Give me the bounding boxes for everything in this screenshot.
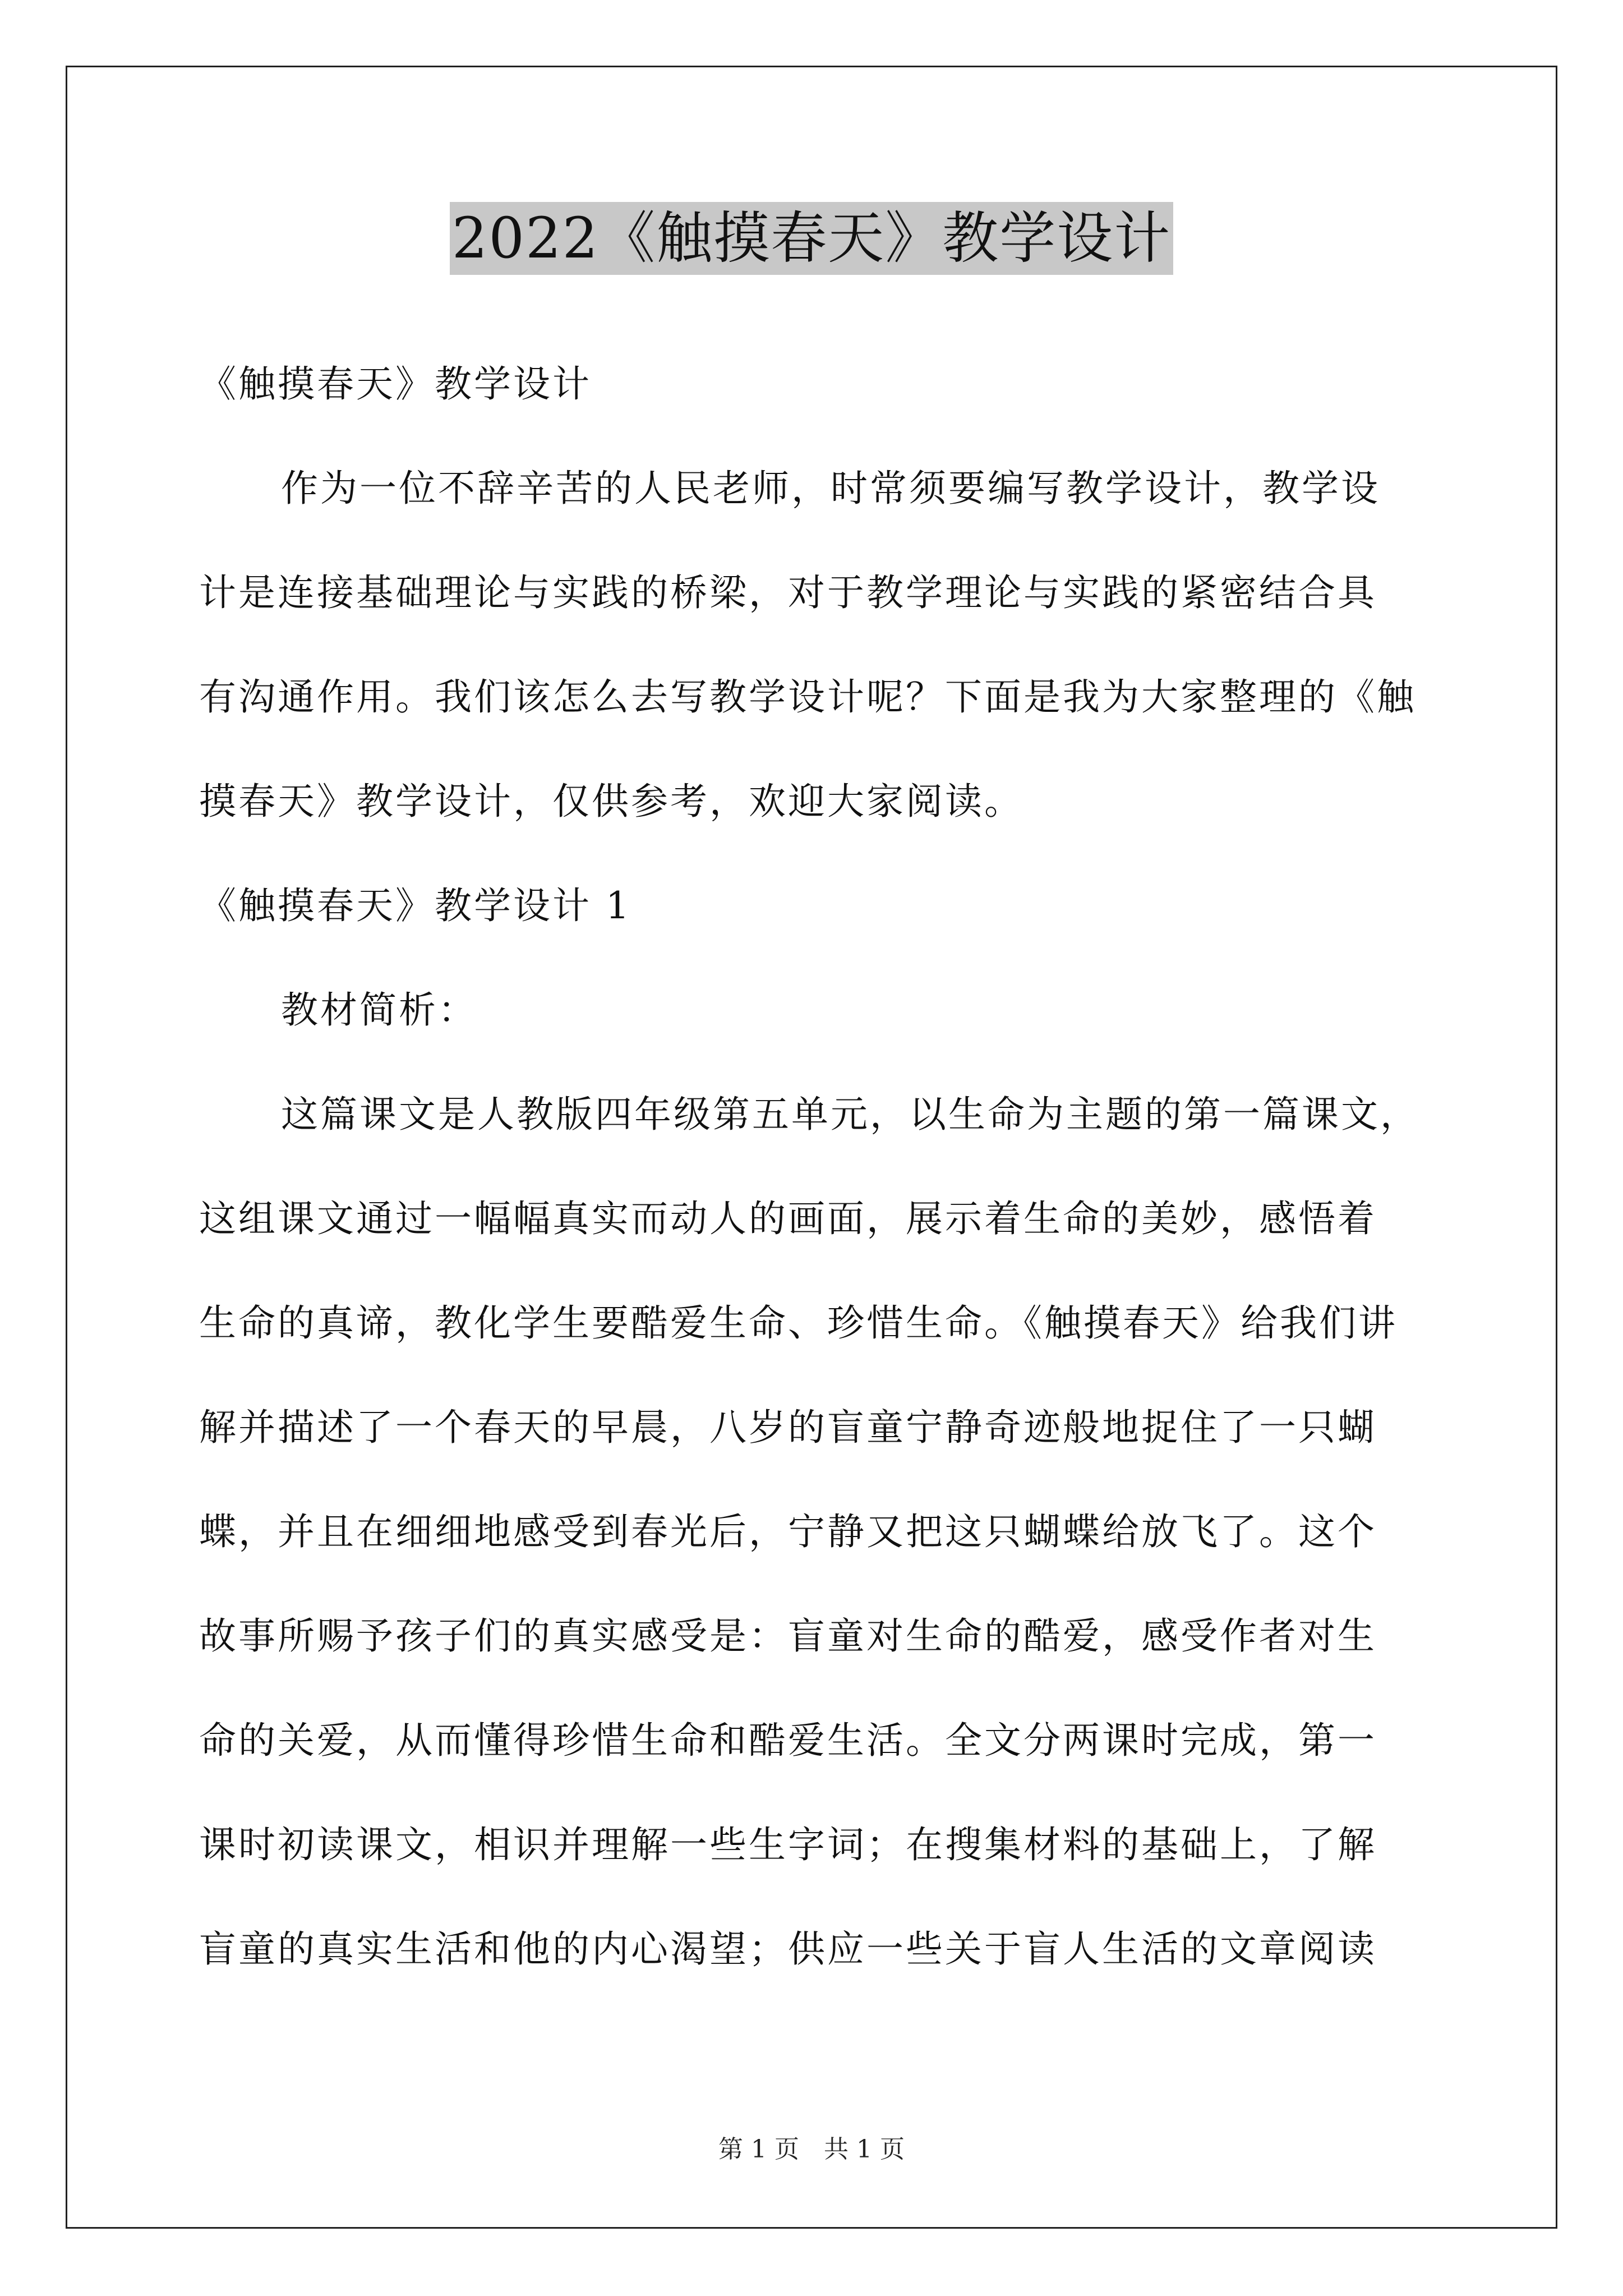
paragraph-line: 蝶，并且在细细地感受到春光后，宁静又把这只蝴蝶给放飞了。这个 — [199, 1510, 1377, 1553]
paragraph-line: 生命的真谛，教化学生要酷爱生命、珍惜生命。《触摸春天》给我们讲 — [199, 1301, 1398, 1345]
paragraph-line: 有沟通作用。我们该怎么去写教学设计呢？下面是我为大家整理的《触 — [199, 675, 1416, 719]
section-heading: 《触摸春天》教学设计 1 — [199, 884, 631, 927]
paragraph-line: 计是连接基础理论与实践的桥梁，对于教学理论与实践的紧密结合具 — [199, 571, 1377, 614]
page-total: 共 1 页 — [824, 2135, 905, 2164]
paragraph-line: 这篇课文是人教版四年级第五单元，以生命为主题的第一篇课文， — [281, 1093, 1419, 1136]
paragraph-line: 作为一位不辞辛苦的人民老师，时常须要编写教学设计，教学设 — [281, 467, 1380, 510]
paragraph-line: 盲童的真实生活和他的内心渴望；供应一些关于盲人生活的文章阅读 — [199, 1927, 1377, 1971]
document-title: 2022《触摸春天》教学设计 — [450, 202, 1174, 275]
paragraph-line: 命的关爱，从而懂得珍惜生命和酷爱生活。全文分两课时完成，第一 — [199, 1719, 1377, 1762]
paragraph-line: 教材简析： — [281, 988, 477, 1032]
subtitle-line: 《触摸春天》教学设计 — [199, 362, 592, 406]
page-footer — [0, 2129, 1623, 2165]
paragraph-line: 这组课文通过一幅幅真实而动人的画面，展示着生命的美妙，感悟着 — [199, 1197, 1377, 1240]
title-wrap — [0, 202, 1623, 275]
paragraph-line: 摸春天》教学设计，仅供参考，欢迎大家阅读。 — [199, 780, 1023, 823]
paragraph-line: 故事所赐予孩子们的真实感受是：盲童对生命的酷爱，感受作者对生 — [199, 1614, 1377, 1658]
paragraph-line: 解并描述了一个春天的早晨，八岁的盲童宁静奇迹般地捉住了一只蝴 — [199, 1406, 1377, 1449]
page-number: 第 1 页 — [718, 2135, 799, 2164]
paragraph-line: 课时初读课文，相识并理解一些生字词；在搜集材料的基础上，了解 — [199, 1823, 1377, 1866]
